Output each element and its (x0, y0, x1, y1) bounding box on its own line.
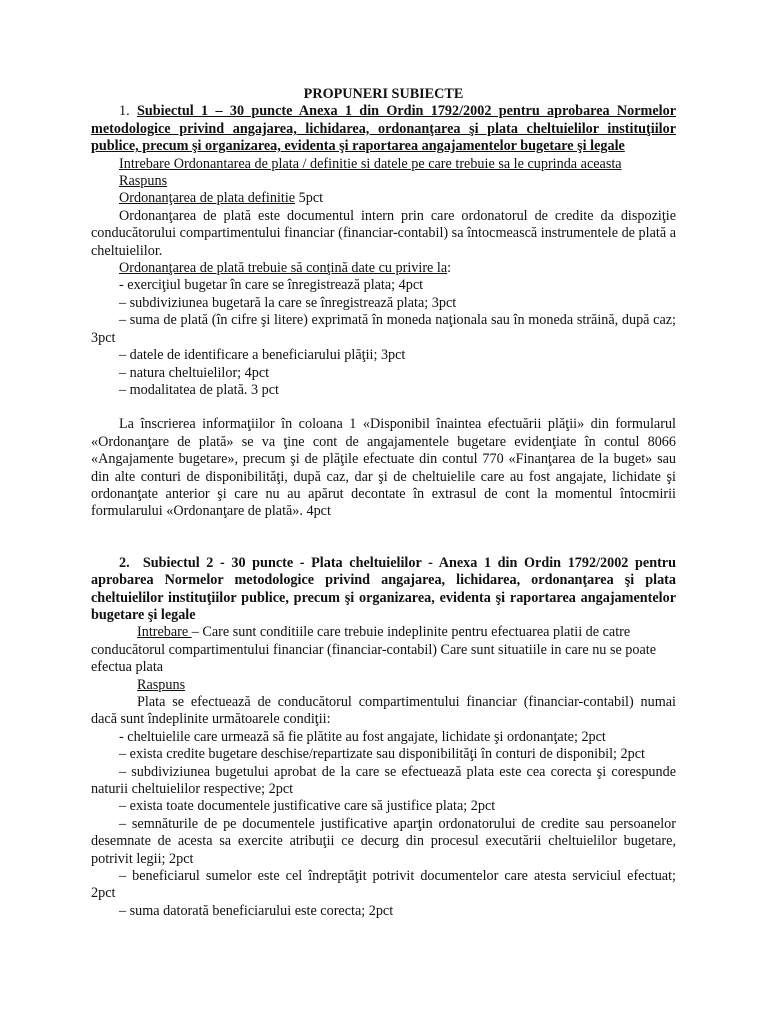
subject-2-heading (91, 555, 676, 625)
subject-2-item: – subdiviziunea bugetului aprobat de la care se efectuează plata este cea corecta şi corespunde naturii cheltuielilor respective; 2pct (91, 763, 676, 798)
subject-2-answer-label: Raspuns (137, 676, 186, 693)
subject-2-number: 2. (119, 554, 130, 571)
subject-2-item: – semnăturile de pe documentele justificative aparţin ordonatorului de credite sau persoanelor desemnate de acesta sa exercite atribuţii ce decurg din procesul executării cheltuielilor bugetare, potrivit legii; 2pct (91, 815, 676, 867)
subject-1-answer-label: Raspuns (119, 173, 168, 190)
subject-1-question: Intrebare Ordonantarea de plata / definitie si datele pe care trebuie sa le cuprinda aceasta (119, 155, 622, 172)
subject-1-item: – modalitatea de plată. 3 pct (119, 381, 279, 398)
subject-2-intro: Plata se efectuează de conducătorul compartimentului financiar (financiar-contabil) numai dacă sunt îndeplinite următoarele condiţii: (91, 694, 676, 728)
subject-1-definition-text: Ordonanţarea de plată este documentul intern prin care ordonatorul de credite da dispoziţie conducătorului compartimentului financiar (financiar-contabil) sa întocmească instrumentele de plată a cheltuielilor. (91, 207, 676, 259)
subject-1-number: 1. (119, 103, 130, 120)
subject-2-item: – exista toate documentele justificative care să justifice plata; 2pct (119, 798, 496, 815)
subject-2-question-label: Intrebare (137, 624, 192, 641)
subject-2-item: – suma datorată beneficiarului este corecta; 2pct (119, 902, 394, 919)
subject-2-item: – beneficiarul sumelor este cel îndreptăţit potrivit documentelor care atesta serviciul efectuat; 2pct (91, 868, 676, 902)
document-body (91, 86, 676, 920)
subject-1-title: Subiectul 1 – 30 puncte Anexa 1 din Ordin 1792/2002 pentru aprobarea Normelor metodologice privind angajarea, lichidarea, ordonanţarea şi plata cheltuielilor instituţiilor publice, precum şi organizarea, evidenta şi raportarea angajamentelor bugetare şi legale (91, 103, 677, 155)
subject-1-item: – datele de identificare a beneficiarului plăţii; 3pct (119, 347, 406, 364)
subject-2-question (91, 624, 676, 676)
subject-1-closing-paragraph: La înscrierea informaţiilor în coloana 1 «Disponibil înaintea efectuării plăţii» din formularul «Ordonanţare de plată» se va ţine cont de angajamentele bugetare evidenţiate în contul 8066 «Angajamente bugetare», precum şi de plăţile efectuate din contul 770 «Finanţarea de la buget» sau din alte conturi de disponibilităţi, după caz, dar şi de cheltuielile care au fost angajate, lichidate şi ordonanţate anterior şi care nu au apărut decontate în extrasul de cont la momentul întocmirii formularului «Ordonanţare de plată». 4pct (91, 416, 676, 520)
subject-2-title: Subiectul 2 - 30 puncte - Plata cheltuielilor - Anexa 1 din Ordin 1792/2002 pentru aprobarea Normelor metodologice privind angajarea, lichidarea, ordonanţarea şi plata cheltuielilor instituţiilor publice, precum şi organizarea, evidenta şi raportarea angajamentelor bugetare şi legale (91, 554, 676, 623)
subject-1-definition-label: Ordonanţarea de plata definitie 5pct (119, 190, 324, 207)
subject-1-data-label: Ordonanţarea de plată trebuie să conţină date cu privire la: (119, 260, 452, 277)
subject-2-question-text: – Care sunt conditiile care trebuie indeplinite pentru efectuarea platii de catre conducătorul compartimentului financiar (financiar-contabil) Care sunt situatiile in care nu se poate efectua plata (91, 624, 657, 676)
subject-1-heading (91, 103, 676, 155)
subject-2-item: – exista credite bugetare deschise/repartizate sau disponibilităţi în conturi de disponibil; 2pct (119, 746, 645, 763)
subject-1-item: – subdiviziunea bugetară la care se înregistrează plata; 3pct (119, 294, 457, 311)
paragraph-spacer (91, 399, 676, 416)
section-spacer (91, 521, 676, 555)
subject-1-item: – suma de plată (în cifre şi litere) exprimată în moneda naţionala sau în moneda străină, după caz; 3pct (91, 312, 676, 346)
subject-1-item: - exerciţiul bugetar în care se înregistrează plata; 4pct (119, 277, 424, 294)
subject-2-item: - cheltuielile care urmează să fie plătite au fost angajate, lichidate şi ordonanţate; 2pct (119, 728, 606, 745)
subject-1-item: – natura cheltuielilor; 4pct (119, 364, 270, 381)
document-title: PROPUNERI SUBIECTE (303, 86, 464, 102)
